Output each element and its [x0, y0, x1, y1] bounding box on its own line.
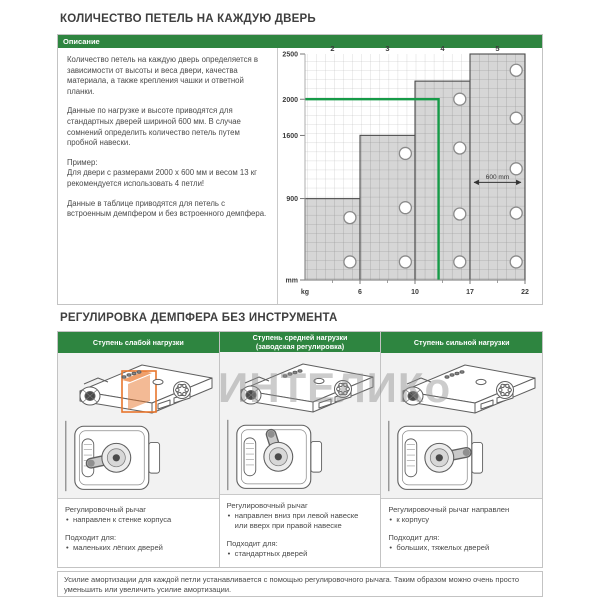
lever-label: Регулировочный рычаг [65, 505, 147, 514]
column-header-line1: Ступень сильной нагрузки [413, 337, 510, 347]
lever-point: • направлен вниз при левой навеске или вверх при правой навеске [227, 511, 374, 531]
column-header-line1: Ступень средней нагрузки [252, 332, 348, 342]
column-illustrations [381, 353, 542, 499]
damper-closeup-drawing [64, 417, 165, 495]
svg-text:2: 2 [330, 44, 335, 53]
lever-label: Регулировочный рычаг направлен [388, 505, 510, 514]
suits-label: Подходит для: [65, 533, 117, 543]
section-title: РЕГУЛИРОВКА ДЕМПФЕРА БЕЗ ИНСТРУМЕНТА [60, 312, 338, 324]
svg-text:6: 6 [358, 289, 362, 296]
svg-text:10: 10 [411, 289, 419, 296]
column-text [381, 499, 542, 567]
svg-text:600 mm: 600 mm [485, 173, 510, 181]
suits-point: • стандартных дверей [227, 549, 374, 559]
page-title: КОЛИЧЕСТВО ПЕТЕЛЬ НА КАЖДУЮ ДВЕРЬ [60, 13, 316, 25]
chart-canvas [280, 43, 542, 304]
svg-text:17: 17 [466, 289, 474, 296]
svg-text:4: 4 [440, 44, 445, 53]
table-column-strong-load [381, 332, 542, 567]
svg-text:900: 900 [286, 196, 298, 204]
column-header-line1: Ступень слабой нагрузки [92, 337, 184, 347]
lever-point: • к корпусу [388, 515, 535, 525]
lever-point: • направлен к стенке корпуса [65, 515, 212, 525]
column-text [58, 499, 219, 567]
table-column-medium-load [220, 332, 382, 567]
paragraph: Данные в таблице приводятся для петель с встроенным демпфером и без встроенного демпфера. [67, 198, 267, 219]
column-header [58, 332, 219, 353]
svg-text:3: 3 [385, 44, 390, 53]
svg-text:1600: 1600 [282, 132, 298, 140]
suits-label: Подходит для: [226, 538, 278, 548]
paragraph: Данные по нагрузке и высоте приводятся для стандартных дверей шириной 600 мм. В случае сомнений определить количество петель путем пробной навески. [67, 106, 241, 148]
svg-text:2000: 2000 [282, 96, 298, 104]
column-illustrations [220, 352, 381, 494]
paragraph: Количество петель на каждую дверь определяется в зависимости от высоты и веса двери, качества материала, а также крепления чашки и ответной планки. [67, 55, 259, 96]
watermark: ИНТЕЛИКо [218, 364, 452, 411]
column-text [220, 495, 381, 567]
hinge-count-chart [279, 35, 542, 304]
svg-text:5: 5 [495, 44, 500, 53]
column-header-line2: (заводская регулировка) [255, 342, 345, 352]
svg-text:22: 22 [521, 289, 529, 296]
svg-text:kg: kg [300, 289, 310, 296]
damper-adjustment-table [57, 331, 543, 568]
suits-label: Подходит для: [388, 533, 440, 543]
svg-text:2500: 2500 [282, 51, 298, 59]
damper-closeup-drawing [387, 417, 488, 495]
column-illustrations [58, 353, 219, 499]
description-text [58, 48, 278, 304]
column-header [381, 332, 542, 353]
lever-label: Регулировочный рычаг [226, 500, 308, 510]
description-header: Описание [58, 35, 542, 48]
paragraph: Для двери с размерами 2000 x 600 мм и весом 13 кг рекомендуется использовать 4 петли! [67, 168, 257, 188]
damper-closeup-drawing [226, 416, 327, 494]
suits-point: • больших, тяжелых дверей [388, 543, 535, 553]
svg-text:mm: mm [285, 277, 298, 285]
hinge-count-box [57, 34, 543, 305]
suits-point: • маленьких лёгких дверей [65, 543, 212, 553]
column-header [220, 332, 381, 352]
paragraph: Пример: [67, 157, 98, 167]
table-column-weak-load [58, 332, 220, 567]
footnote: Усилие амортизации для каждой петли устанавливается с помощью регулировочного рычага. Таким образом можно очень просто уменьшить или увеличить усилие амортизации. [57, 571, 543, 597]
